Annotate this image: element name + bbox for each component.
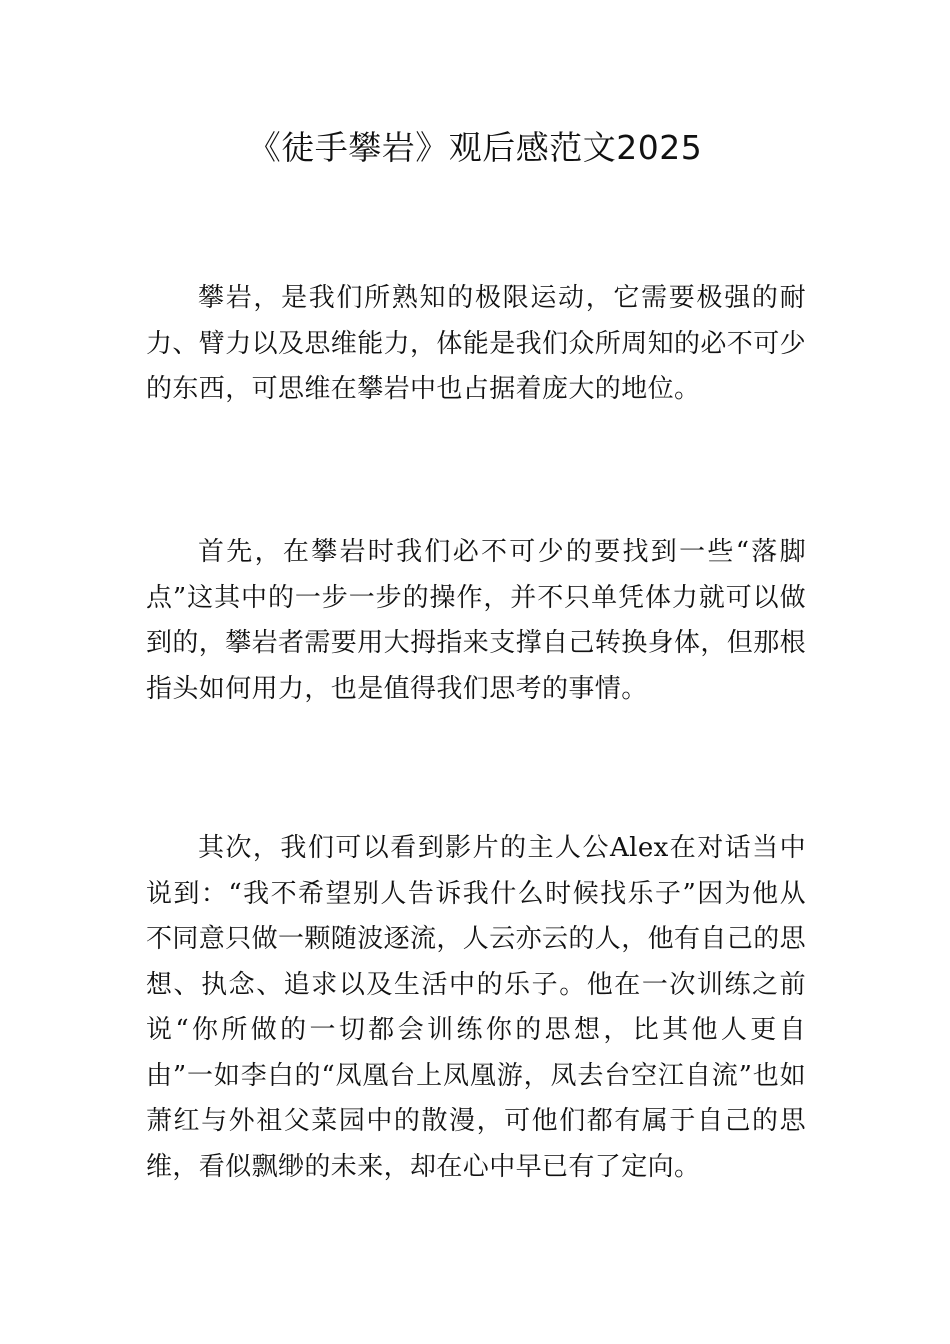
paragraph-2: 首先，在攀岩时我们必不可少的要找到一些“落脚点”这其中的一步一步的操作，并不只单凭体力就可以做到的，攀岩者需要用大拇指来支撑自己转换身体，但那根指头如何用力，也是值得我们思考的事情。 (146, 537, 807, 704)
paragraph-1: 攀岩，是我们所熟知的极限运动，它需要极强的耐力、臂力以及思维能力，体能是我们众所周知的必不可少的东西，可思维在攀岩中也占据着庞大的地位。 (146, 283, 807, 404)
paragraph-3: 其次，我们可以看到影片的主人公Alex在对话当中说到：“我不希望别人告诉我什么时候找乐子”因为他从不同意只做一颗随波逐流，人云亦云的人，他有自己的思想、执念、追求以及生活中的乐子。他在一次训练之前说“你所做的一切都会训练你的思想，比其他人更自由”一如李白的“凤凰台上凤凰游，凤去台空江自流”也如萧红与外祖父菜园中的散漫，可他们都有属于自己的思维，看似飘缈的未来，却在心中早已有了定向。 (146, 833, 807, 1182)
document-title: 《徒手攀岩》观后感范文2025 (247, 128, 703, 167)
